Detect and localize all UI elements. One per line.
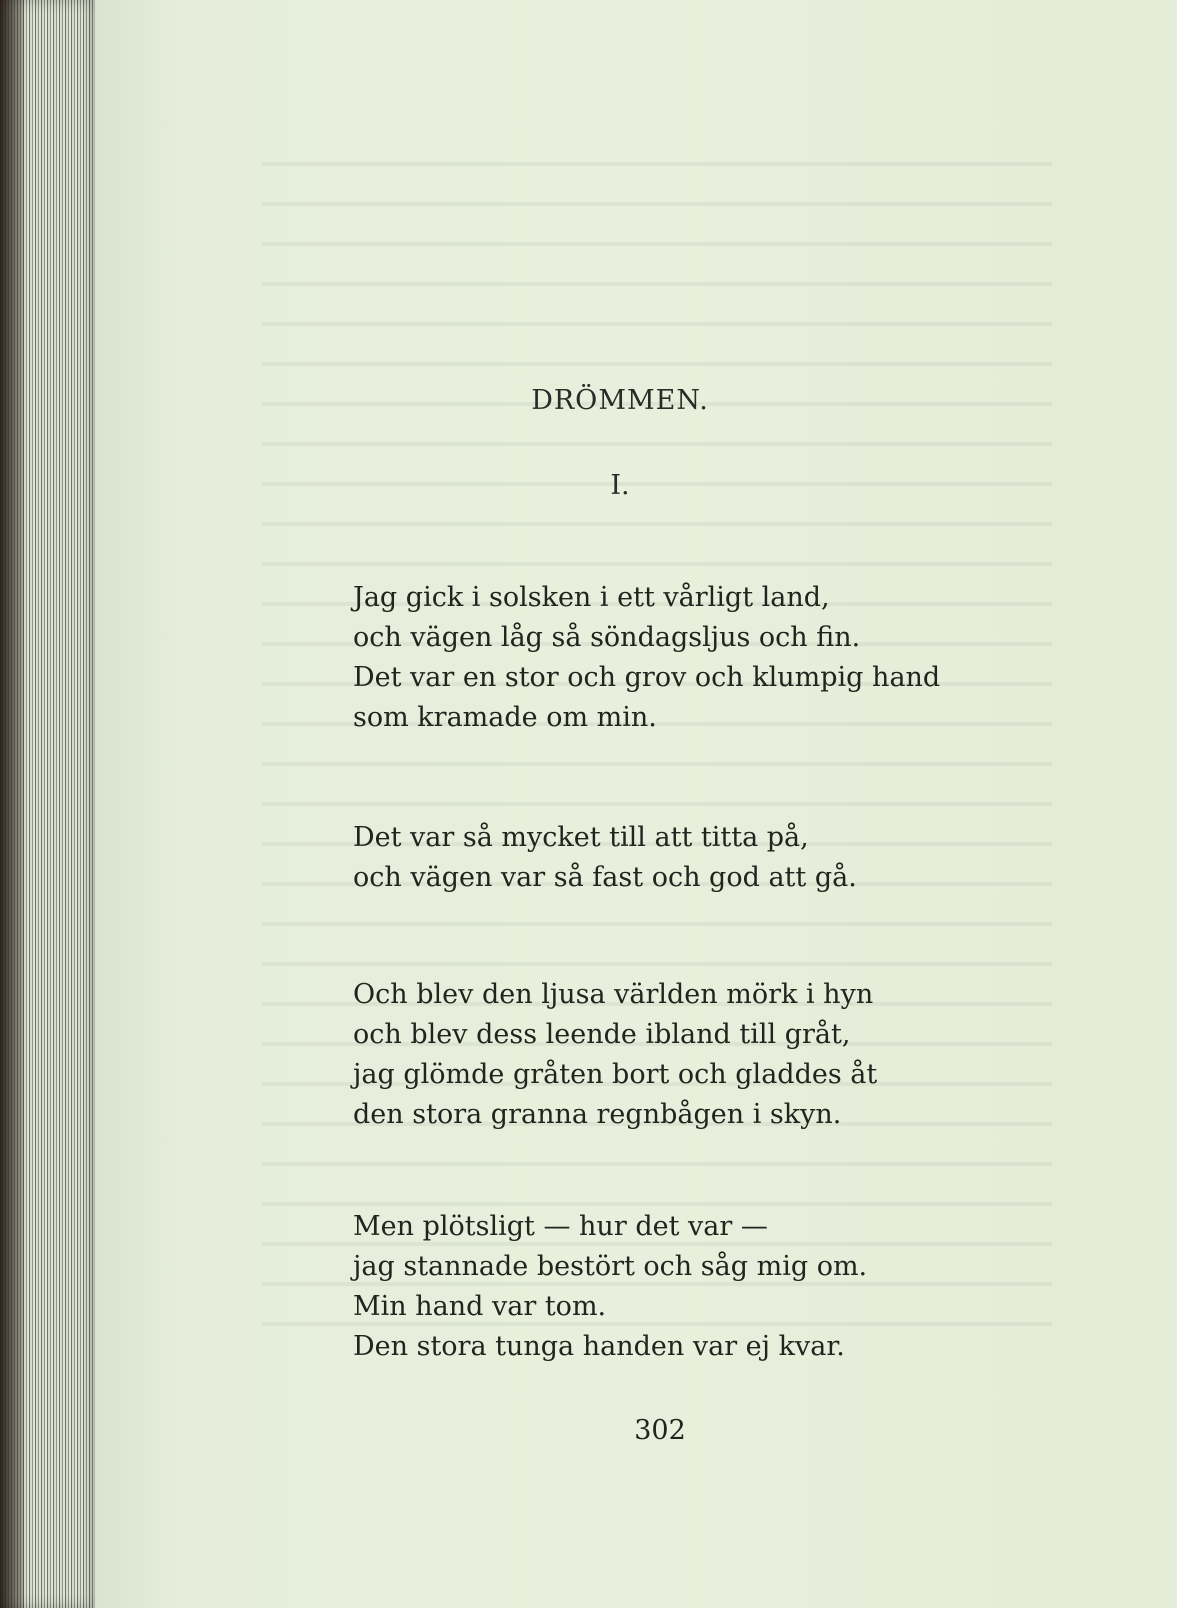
- poem-line: Det var en stor och grov och klumpig hand: [353, 662, 941, 693]
- poem-line: Och blev den ljusa världen mörk i hyn: [353, 979, 874, 1010]
- poem-title: DRÖMMEN.: [531, 385, 709, 416]
- poem-line: den stora granna regnbågen i skyn.: [353, 1099, 842, 1130]
- poem-line: jag glömde gråten bort och gladdes åt: [353, 1059, 878, 1090]
- stanza-3: [353, 975, 877, 1135]
- poem-line: Jag gick i solsken i ett vårligt land,: [353, 582, 830, 613]
- section-number: I.: [610, 470, 630, 501]
- poem-line: Min hand var tom.: [353, 1291, 607, 1322]
- stanza-2: [353, 818, 857, 898]
- poem-line: och blev dess leende ibland till gråt,: [353, 1019, 851, 1050]
- poem-line: Den stora tunga handen var ej kvar.: [353, 1331, 845, 1362]
- stanza-1: [353, 578, 940, 738]
- page-number: 302: [634, 1415, 686, 1446]
- poem-line: och vägen var så fast och god att gå.: [353, 862, 857, 893]
- poem-line: jag stannade bestört och såg mig om.: [353, 1251, 868, 1282]
- poem-line: Det var så mycket till att titta på,: [353, 822, 809, 853]
- poem-line: och vägen låg så söndagsljus och fin.: [353, 622, 861, 653]
- bleed-through-texture: [262, 140, 1052, 1340]
- stanza-4: [353, 1207, 867, 1367]
- poem-line: Men plötsligt — hur det var —: [353, 1211, 768, 1242]
- poem-line: som kramade om min.: [353, 702, 657, 733]
